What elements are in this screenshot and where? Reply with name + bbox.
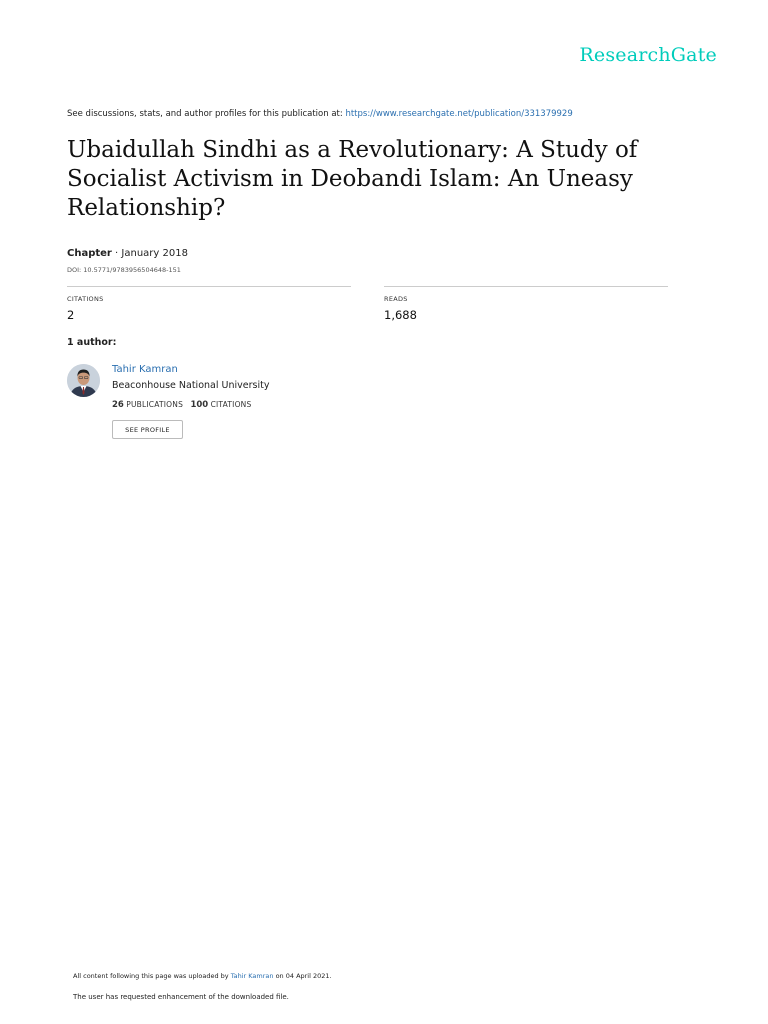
avatar-portrait-icon <box>67 364 100 397</box>
uploaded-suffix: on 04 April 2021. <box>273 972 332 980</box>
meta-separator: · <box>111 248 122 259</box>
author-name-link[interactable]: Tahir Kamran <box>112 364 178 375</box>
reads-label: READS <box>384 295 408 303</box>
see-profile-button[interactable]: SEE PROFILE <box>112 420 183 439</box>
reads-value: 1,688 <box>384 308 417 322</box>
citations-stat <box>67 286 351 322</box>
uploaded-prefix: All content following this page was uploaded by <box>73 972 231 980</box>
author-citations-count: 100 <box>190 400 209 410</box>
footer-uploaded-note <box>73 972 332 980</box>
author-card <box>67 364 387 444</box>
reads-stat <box>384 286 668 322</box>
publication-title: Ubaidullah Sindhi as a Revolutionary: A Study of Socialist Activism in Deobandi Islam: An Uneasy Relationship? <box>67 137 638 221</box>
uploader-link[interactable]: Tahir Kamran <box>230 972 274 980</box>
publication-doi: DOI: 10.5771/9783956504648-151 <box>67 266 181 274</box>
author-publications-count: 26 <box>112 400 124 410</box>
discussions-line <box>67 109 573 119</box>
discussions-text: See discussions, stats, and author profiles for this publication at: <box>67 109 346 119</box>
author-citations-label: CITATIONS <box>210 400 252 409</box>
authors-heading: 1 author: <box>67 337 117 348</box>
author-institution: Beaconhouse National University <box>112 380 270 391</box>
publication-meta <box>67 248 188 259</box>
author-publications-label: PUBLICATIONS <box>126 400 184 409</box>
publication-date: January 2018 <box>121 248 188 259</box>
footer-enhancement-note: The user has requested enhancement of the downloaded file. <box>73 993 289 1001</box>
author-avatar[interactable] <box>67 364 100 397</box>
author-stats <box>112 400 251 410</box>
publication-url-link[interactable]: https://www.researchgate.net/publication/331379929 <box>345 109 573 119</box>
citations-label: CITATIONS <box>67 295 104 303</box>
researchgate-logo[interactable]: ResearchGate <box>579 44 717 66</box>
publication-type: Chapter <box>67 248 112 259</box>
citations-value: 2 <box>67 308 75 322</box>
